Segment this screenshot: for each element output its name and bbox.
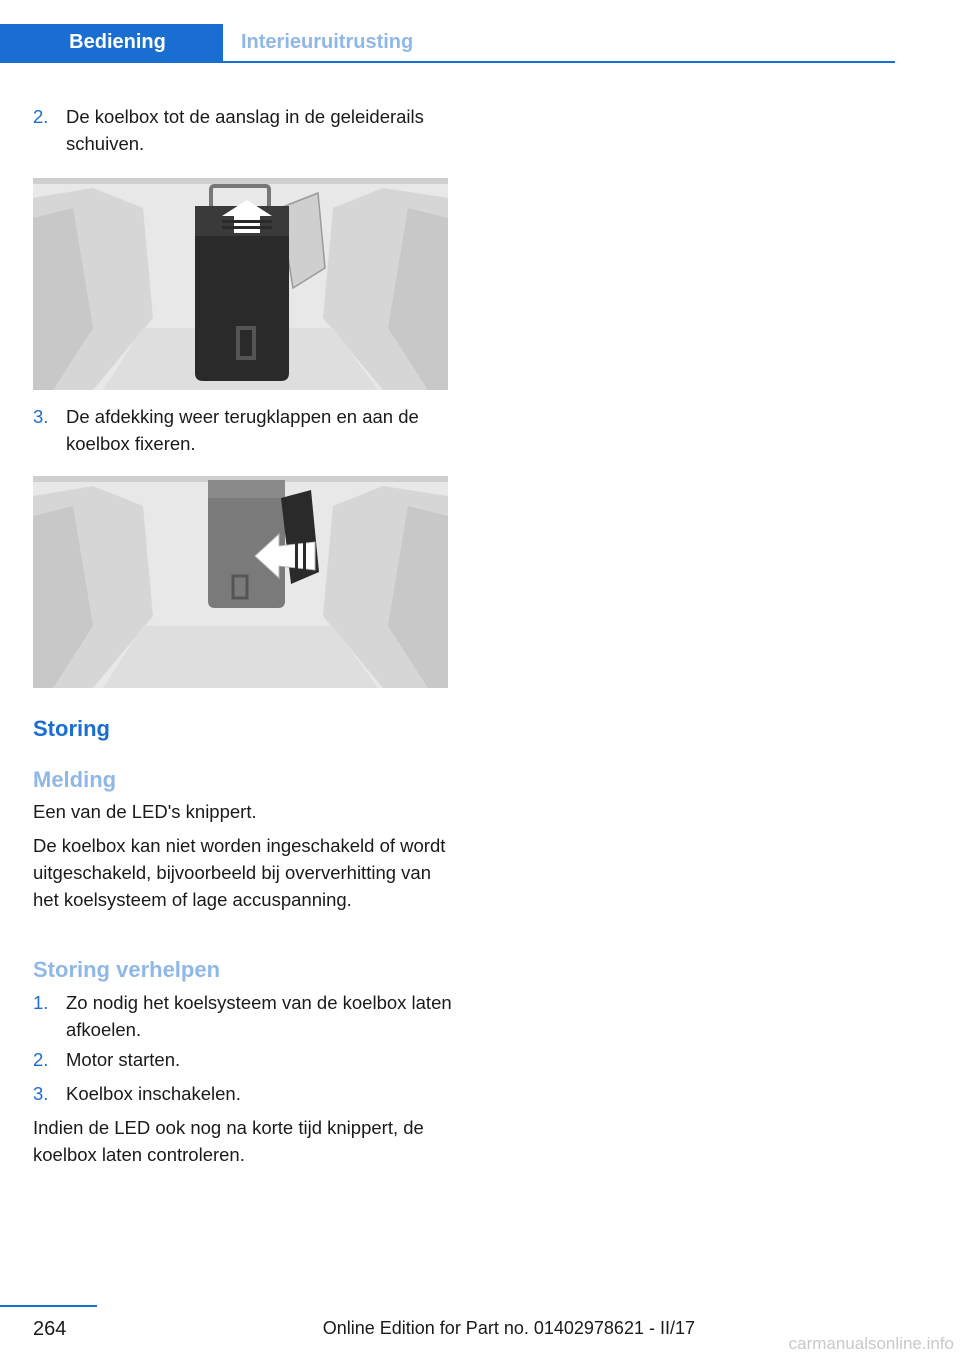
step-number: 2. [33,1049,49,1070]
header-divider [0,61,895,63]
step-text: Motor starten. [66,1049,181,1070]
coolbox-slide-illustration [33,178,448,390]
footer-divider [0,1305,97,1307]
subsection-title-melding: Melding [33,767,117,792]
step-text: De afdekking weer terugklappen en aan de koelbox fixeren. [66,406,419,454]
tab-bediening[interactable]: Bediening [0,24,223,61]
watermark: carmanualsonline.info [788,1334,954,1353]
figure-coolbox-cover [33,476,448,688]
step-item [33,1080,453,1107]
step-number: 3. [33,406,49,427]
step-item [33,1046,453,1073]
paragraph: De koelbox kan niet worden ingeschakeld of wordt uitgeschakeld, bijvoorbeeld bij oververhitting van het koelsysteem of lage accuspanning. [33,835,446,910]
paragraph: Een van de LED's knippert. [33,801,257,822]
coolbox-cover-illustration [33,476,448,688]
step-number: 3. [33,1083,49,1104]
step-text: De koelbox tot de aanslag in de geleiderails schuiven. [66,106,424,154]
step-item [33,989,453,1043]
page-number: 264 [33,1318,67,1340]
tab-interieuruitrusting[interactable]: Interieuruitrusting [241,31,414,53]
subsection-title-verhelpen: Storing verhelpen [33,957,221,982]
edition-text: Online Edition for Part no. 01402978621 - II/17 [322,1318,695,1338]
step-item [33,403,453,457]
figure-coolbox-slide-in [33,178,448,390]
step-number: 2. [33,106,49,127]
closing-paragraph: Indien de LED ook nog na korte tijd knippert, de koelbox laten controleren. [33,1117,424,1165]
step-item [33,103,453,157]
step-number: 1. [33,992,49,1013]
step-text: Koelbox inschakelen. [66,1083,241,1104]
step-text: Zo nodig het koelsysteem van de koelbox laten afkoelen. [66,992,452,1040]
section-title: Storing [33,716,110,741]
header [0,0,960,64]
